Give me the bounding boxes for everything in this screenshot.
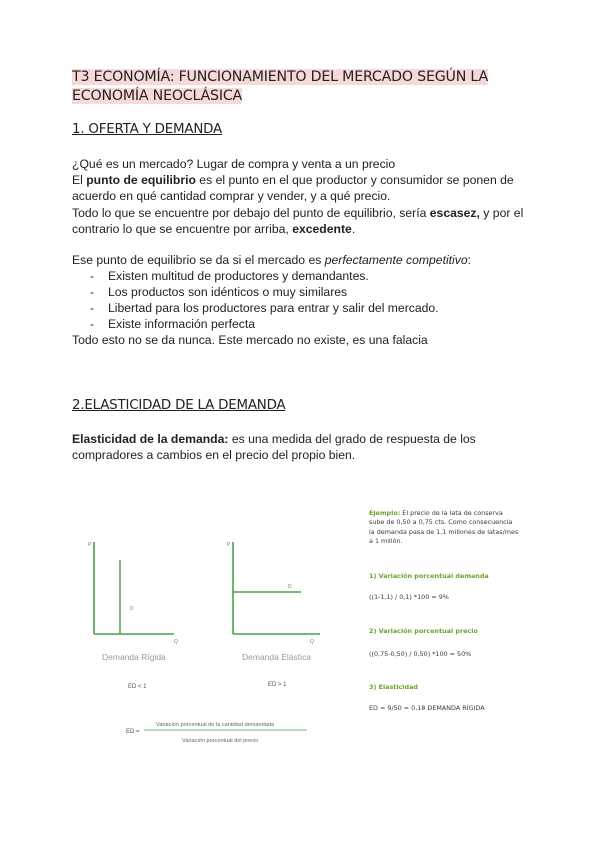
step1-value: ((1-1,1) / 0,1) *100 = 9% — [369, 593, 449, 601]
title-line-1: T3 ECONOMÍA: FUNCIONAMIENTO DEL MERCADO SEGÚN LA — [72, 69, 488, 85]
title-line-2: ECONOMÍA NEOCLÁSICA — [72, 88, 243, 104]
rigid-demand-label: Demanda Rígida — [102, 652, 166, 662]
formula-denominator: Variación porcentual del precio — [182, 738, 259, 744]
step1-title: 1) Variación porcentual demanda — [369, 572, 489, 580]
elastic-ed-label: ED > 1 — [268, 682, 287, 688]
step3-title: 3) Elasticidad — [369, 683, 418, 691]
demand-d-label: D — [130, 606, 134, 612]
escasez-term: escasez, — [429, 205, 480, 220]
step2-title: 2) Variación porcentual precio — [369, 627, 478, 635]
equilibrio-term: punto de equilibrio — [86, 173, 196, 188]
competitivo-term: perfectamente competitivo — [324, 253, 468, 267]
competitivo-paragraph: Ese punto de equilibrio se da si el mercado es perfectamente competitivo: — [72, 253, 472, 267]
elastic-demand-label: Demanda Elástica — [242, 652, 311, 662]
list-item: - Libertad para los productores para entrar y salir del mercado. — [90, 301, 439, 315]
falacia-paragraph: Todo esto no se da nunca. Este mercado no existe, es una falacia — [72, 333, 428, 347]
excedente-term: excedente — [292, 221, 352, 236]
example-note: Ejemplo: El precio de la lata de conserva sube de 0,50 a 0,75 cts. Como consecuencia la demanda pasa de 1,1 millones de latas/mes a 1 millón. — [369, 509, 519, 546]
mercado-question: ¿Qué es un mercado? Lugar de compra y venta a un precio — [72, 157, 396, 171]
equilibrio-paragraph: El punto de equilibrio es el punto en el que productor y consumidor se ponen de acuerdo en qué cantidad comprar y vender, y a qué precio. — [72, 173, 514, 204]
axis-p-label: P — [88, 542, 92, 548]
elastic-demand-chart — [227, 542, 320, 688]
rigid-demand-chart — [88, 542, 178, 690]
list-item: - Los productos son idénticos o muy similares — [90, 285, 348, 299]
elasticidad-term: Elasticidad de la demanda: — [72, 432, 229, 446]
elasticity-figure — [70, 530, 360, 755]
rigid-ed-label: ED < 1 — [128, 684, 147, 690]
document-title — [72, 68, 542, 106]
conditions-list — [90, 268, 439, 332]
section-heading-oferta-demanda: 1. OFERTA Y DEMANDA — [72, 122, 222, 137]
section1-body — [72, 156, 542, 237]
list-item: - Existen multitud de productores y demandantes. — [90, 269, 369, 283]
elasticity-formula — [126, 722, 307, 744]
elasticidad-definition: Elasticidad de la demanda: es una medida del grado de respuesta de los compradores a cambios en el precio del propio bien. — [72, 432, 476, 463]
list-item: - Existe información perfecta — [90, 317, 255, 331]
axis-q-label: Q — [310, 639, 314, 645]
step3-value: ED = 9/50 = 0,18 DEMANDA RÍGIDA — [369, 704, 485, 712]
axis-q-label: Q — [174, 639, 178, 645]
formula-numerator: Variación porcentual de la cantidad demandada — [156, 722, 275, 728]
escasez-paragraph: Todo lo que se encuentre por debajo del punto de equilibrio, sería escasez, y por el contrario lo que se encuentre por arriba, excedente. — [72, 205, 524, 236]
section-heading-elasticidad: 2.ELASTICIDAD DE LA DEMANDA — [72, 398, 286, 413]
axis-p-label: P — [227, 542, 231, 548]
step2-value: ((0,75-0,50) / 0,50) *100 = 50% — [369, 650, 472, 658]
demand-d-label: D — [288, 584, 292, 590]
example-label: Ejemplo: — [369, 509, 401, 517]
formula-lhs: ED = — [126, 729, 140, 735]
